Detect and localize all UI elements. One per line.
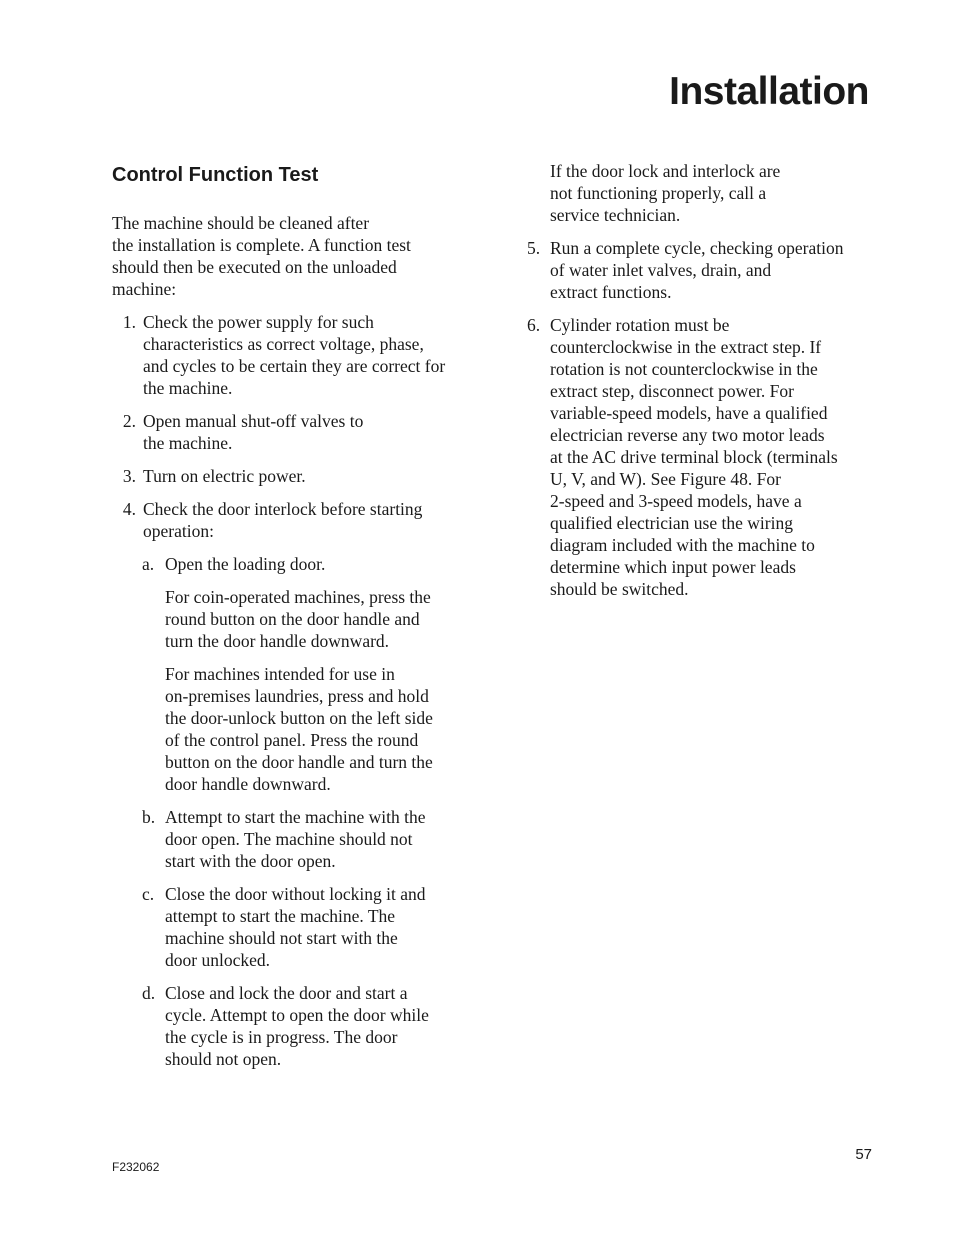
step-text: Open manual shut-off valves to the machine. xyxy=(143,411,364,453)
step-4 xyxy=(112,498,467,542)
substep-letter: b. xyxy=(142,807,156,827)
page-number: 57 xyxy=(855,1146,872,1163)
substep-paragraph: Close the door without locking it and attempt to start the machine. The machine should not start with the door unlocked. xyxy=(165,884,426,970)
substep-body xyxy=(165,883,467,971)
step-text: Turn on electric power. xyxy=(143,466,306,486)
substep-b xyxy=(112,806,467,872)
continuation-paragraph: If the door lock and interlock are not functioning properly, call a service technician. xyxy=(550,161,781,225)
substep-letter: d. xyxy=(142,983,156,1003)
left-column xyxy=(112,160,467,1081)
step-number: 6. xyxy=(527,315,541,335)
substep-body xyxy=(165,982,467,1070)
substep-paragraph: Open the loading door. xyxy=(165,554,326,574)
step-text: Cylinder rotation must be counterclockwise in the extract step. If rotation is not counterclockwise in the extract step, disconnect power. For variable-speed models, have a qualified electrician reverse any two motor leads at the AC drive terminal block (terminals U, V, and W). See Figure 48. For 2-speed and 3-speed models, have a qualified electrician use the wiring diagram included with the machine to determine which input power leads should be switched. xyxy=(550,315,838,599)
step-number: 3. xyxy=(122,466,136,486)
substep-letter: c. xyxy=(142,884,155,904)
step-1 xyxy=(112,311,467,399)
step-text: Check the door interlock before starting operation: xyxy=(143,499,423,541)
step-number: 1. xyxy=(122,312,136,332)
right-column xyxy=(527,160,872,611)
step-2 xyxy=(112,410,467,454)
substep-paragraph: Attempt to start the machine with the door open. The machine should not start with the door open. xyxy=(165,807,426,871)
substep-paragraph: For coin-operated machines, press the round button on the door handle and turn the door handle downward. xyxy=(165,587,431,651)
substep-d xyxy=(112,982,467,1070)
page-title: Installation xyxy=(669,70,869,113)
substep-letter: a. xyxy=(142,554,155,574)
substep-paragraph: For machines intended for use in on-premises laundries, press and hold the door-unlock button on the left side of the control panel. Press the round button on the door handle and turn the door handle downward. xyxy=(165,664,433,794)
section-heading: Control Function Test xyxy=(112,164,319,186)
substep-body xyxy=(165,553,467,795)
step-3 xyxy=(112,465,467,487)
intro-paragraph: The machine should be cleaned after the installation is complete. A function test should then be executed on the unloaded machine: xyxy=(112,213,411,299)
step-number: 2. xyxy=(122,411,136,431)
step-text: Check the power supply for such characteristics as correct voltage, phase, and cycles to be certain they are correct for the machine. xyxy=(143,312,446,398)
document-code: F232062 xyxy=(112,1160,160,1174)
substep-a xyxy=(112,553,467,795)
substep-paragraph: Close and lock the door and start a cycle. Attempt to open the door while the cycle is in progress. The door should not open. xyxy=(165,983,429,1069)
step-5 xyxy=(527,237,872,303)
step-6 xyxy=(527,314,872,600)
substep-c xyxy=(112,883,467,971)
step-number: 5. xyxy=(527,238,541,258)
step-text: Run a complete cycle, checking operation of water inlet valves, drain, and extract functions. xyxy=(550,238,844,302)
substep-body xyxy=(165,806,467,872)
step-number: 4. xyxy=(122,499,136,519)
